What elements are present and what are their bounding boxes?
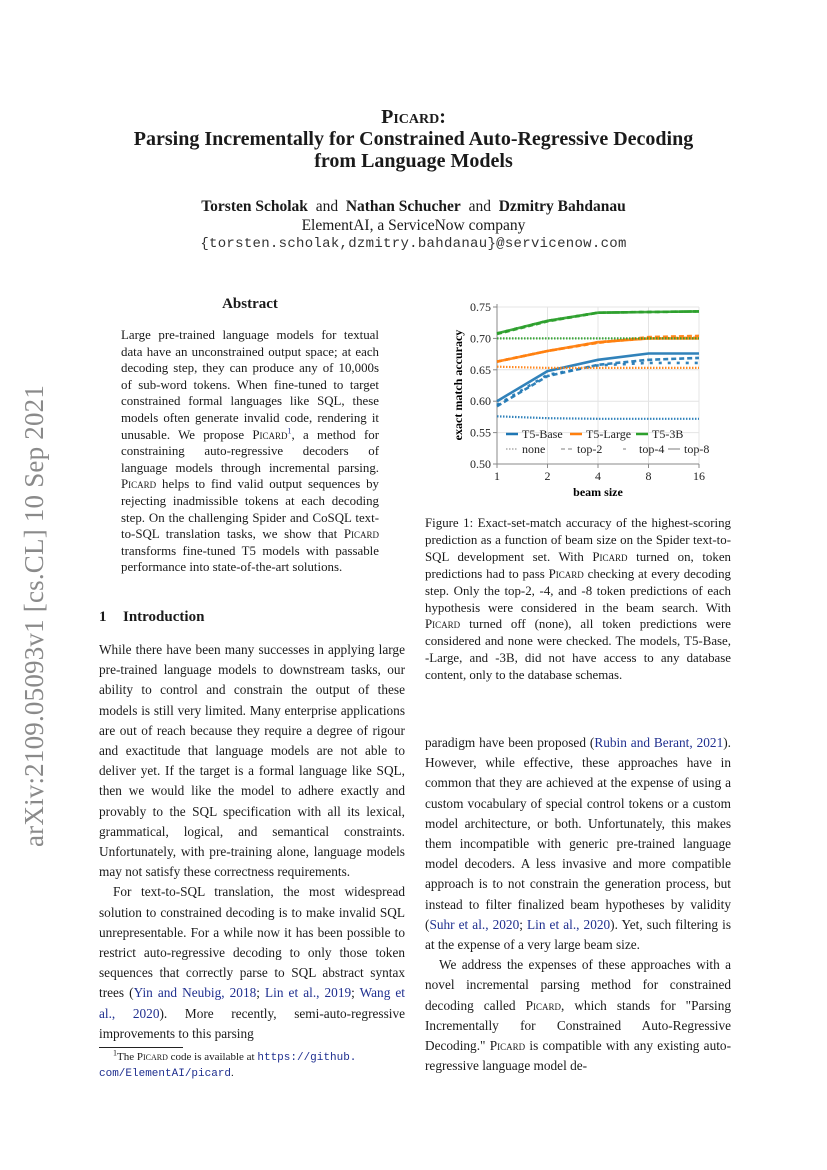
text: . (231, 1067, 234, 1079)
legend-label: T5-Base (522, 427, 563, 441)
paper-title-short: Picard: (381, 106, 446, 128)
abstract-text (121, 327, 379, 576)
x-tick-label: 8 (645, 469, 652, 483)
section-number: 1 (99, 609, 107, 625)
figure-caption (425, 515, 731, 684)
y-tick-label: 0.50 (470, 457, 491, 471)
text: checking at every decoding step. Only the top-2, -4, and -8 token predictions of each hypothesis were considered in the beam search. With (425, 566, 731, 615)
chart-legend (506, 427, 709, 456)
text: The (117, 1051, 137, 1063)
paragraph: While there have been many successes in applying large pre-trained language models to downstream tasks, our ability to control and constrain the output of these models is still very limited. Many enterprise applications are out of reach because they require a degree of rigour and exactitude that language models are not able to deliver yet. If the target is a formal language like SQL, then we would like the model to adhere exactly and provably to the SQL specification with all its lexical, grammatical, logical, and semantical constraints. Unfortunately, with pre-training alone, language models may not satisfy these correctness requirements. (99, 642, 405, 880)
arxiv-stamp: arXiv:2109.05093v1 [cs.CL] 10 Sep 2021 (19, 384, 49, 847)
legend-label: T5-3B (652, 427, 684, 441)
citation-link[interactable]: Suhr et al., 2020 (429, 916, 520, 932)
figure-1-chart (440, 292, 730, 502)
footnote-divider (99, 1047, 183, 1048)
paper-title-line2: Parsing Incrementally for Constrained Auto-Regressive Decoding (133, 128, 694, 150)
picard-name: Picard (252, 427, 288, 442)
picard-name: Picard (489, 1038, 526, 1054)
text: is compatible with any existing auto-regressive language model de- (425, 1038, 732, 1074)
x-tick-label: 16 (693, 469, 705, 483)
x-axis-label: beam size (573, 485, 623, 499)
y-tick-label: 0.65 (470, 362, 491, 377)
citation-link[interactable]: Yin and Neubig, 2018 (133, 985, 257, 1001)
y-tick-label: 0.55 (470, 425, 491, 440)
legend-label: T5-Large (586, 427, 632, 441)
abstract-sentence: , a method for constraining auto-regressive decoders of language models through incremental parsing. (121, 427, 379, 475)
citation-link[interactable]: Lin et al., 2020 (527, 916, 611, 932)
text: ). More recently, semi-auto-regressive improvements to this parsing (99, 1005, 405, 1041)
legend-style-label: top-2 (577, 442, 603, 456)
x-tick-label: 4 (595, 469, 601, 483)
x-tick-label: 2 (544, 469, 551, 483)
text: ). Yet, such filtering is at the expense of a very large beam size. (425, 916, 731, 953)
legend-style-label: top-4 (639, 442, 665, 456)
text: turned on, token predictions had to pass (425, 549, 731, 581)
y-tick-label: 0.60 (470, 394, 491, 409)
picard-name: Picard (121, 477, 157, 492)
y-tick-label: 0.75 (470, 300, 491, 314)
intro-right-column (425, 733, 731, 1076)
picard-name: Picard (592, 549, 628, 564)
citation-link[interactable]: Wang et al., 2020 (99, 985, 405, 1021)
text: We address the expenses of these approaches with a novel incremental parsing method for constrained decoding called (425, 957, 731, 1013)
author-name: Dzmitry Bahdanau (498, 198, 626, 215)
x-tick-label: 1 (494, 469, 500, 483)
section-title: Introduction (123, 609, 205, 625)
text: , which stands for "Parsing Incrementally for Constrained Auto-Regressive Decoding." (425, 997, 731, 1054)
text: Exact-set-match accuracy of the highest-scoring prediction as a function of beam size on the Spider text-to-SQL development set. With (425, 516, 731, 564)
author-list (0, 197, 827, 254)
footnote (99, 1050, 409, 1082)
abstract-heading: Abstract (222, 296, 278, 312)
legend-style-label: none (522, 442, 546, 456)
abstract-sentence: helps to find valid output sequences by rejecting inadmissible tokens at each decoding step. On the challenging Spider and CoSQL text-to-SQL translation tasks, we show that (121, 477, 379, 542)
picard-name: Picard (136, 1051, 168, 1063)
author-name: Torsten Scholak (201, 198, 308, 215)
picard-name: Picard (343, 527, 379, 542)
author-email: {torsten.scholak,dzmitry.bahdanau}@servicenow.com (200, 236, 627, 252)
paragraph (425, 955, 731, 1076)
author-name: Nathan Schucher (345, 198, 461, 215)
paragraph: paradigm have been proposed (Rubin and Berant, 2021). However, while effective, these approaches have in common that they are achieved at the expense of using a custom vocabulary of special control tokens or a custom model architecture, or both. Unfortunately, this makes them incompatible with generic pre-trained language model decoders. A less invasive and more compatible approach is to not constrain the generation process, but instead to filter finalized beam hypotheses by validity (Suhr et al., 2020; Lin et al., 2020). Yet, such filtering is at the expense of a very large beam size. (425, 735, 731, 953)
title-block (0, 106, 827, 254)
picard-name: Picard (548, 566, 584, 581)
abstract-sentence: Large pre-trained language models for textual data have an unconstrained output space; at each decoding step, they can produce any of 10,000s of sub-word tokens. When fine-tuned to target constrained formal languages like SQL, these models often generate invalid code, rendering it unusable. We propose (121, 328, 379, 442)
caption-label: Figure 1: (425, 516, 474, 530)
code-url-link[interactable]: com/ElementAI/picard (99, 1068, 232, 1080)
citation-link[interactable]: Lin et al., 2019 (265, 985, 352, 1001)
author-joiner: and (315, 198, 339, 215)
footnote-link[interactable]: 1 (287, 426, 292, 436)
affiliation: ElementAI, a ServiceNow company (301, 217, 526, 234)
legend-style-label: top-8 (684, 442, 710, 456)
picard-name: Picard (425, 617, 461, 632)
text: ). However, while effective, these approaches have in common that they are achieved at the expense of using a custom vocabulary of special control tokens or a custom model architecture, or both. Unfortunately, this makes them incompatible with generic pre-trained language model decoders. A less invasive and more compatible approach is to not constrain the generation process, but instead to filter finalized beam hypotheses by validity ( (425, 735, 731, 932)
text: code is available at (167, 1051, 258, 1063)
author-joiner: and (468, 198, 491, 215)
paper-title-line3: from Language Models (314, 150, 513, 172)
text: paradigm have been proposed ( (425, 735, 595, 750)
text: For text-to-SQL translation, the most widespread solution to constrained decoding is to make invalid SQL unrepresentable. For a while now it has been possible to restrict auto-regressive decoding to only those token sequences that correctly parse to SQL abstract syntax trees ( (99, 884, 405, 1001)
paragraph: For text-to-SQL translation, the most widespread solution to constrained decoding is to make invalid SQL unrepresentable. For a while now it has been possible to restrict auto-regressive decoding to only those token sequences that correctly parse to SQL abstract syntax trees (Yin and Neubig, 2018; Lin et al., 2019; Wang et al., 2020). More recently, semi-auto-regressive improvements to this parsing (99, 884, 405, 1041)
picard-name: Picard (525, 997, 561, 1013)
abstract-sentence: transforms fine-tuned T5 models with passable performance into state-of-the-art solutions. (121, 543, 379, 575)
intro-left-column (99, 640, 405, 1044)
footnote-mark: 1 (113, 1048, 117, 1058)
y-axis-label: exact match accuracy (451, 329, 465, 441)
code-url-link[interactable]: https://github. (257, 1052, 357, 1064)
y-tick-label: 0.70 (470, 331, 491, 346)
citation-link[interactable]: Rubin and Berant, 2021 (594, 735, 724, 750)
text: turned off (none), all token predictions were considered and none were checked. The models, T5-Base, -Large, and -3B, did not have access to any database content, only to the database schemas. (425, 617, 731, 683)
section-heading-introduction (99, 609, 204, 626)
